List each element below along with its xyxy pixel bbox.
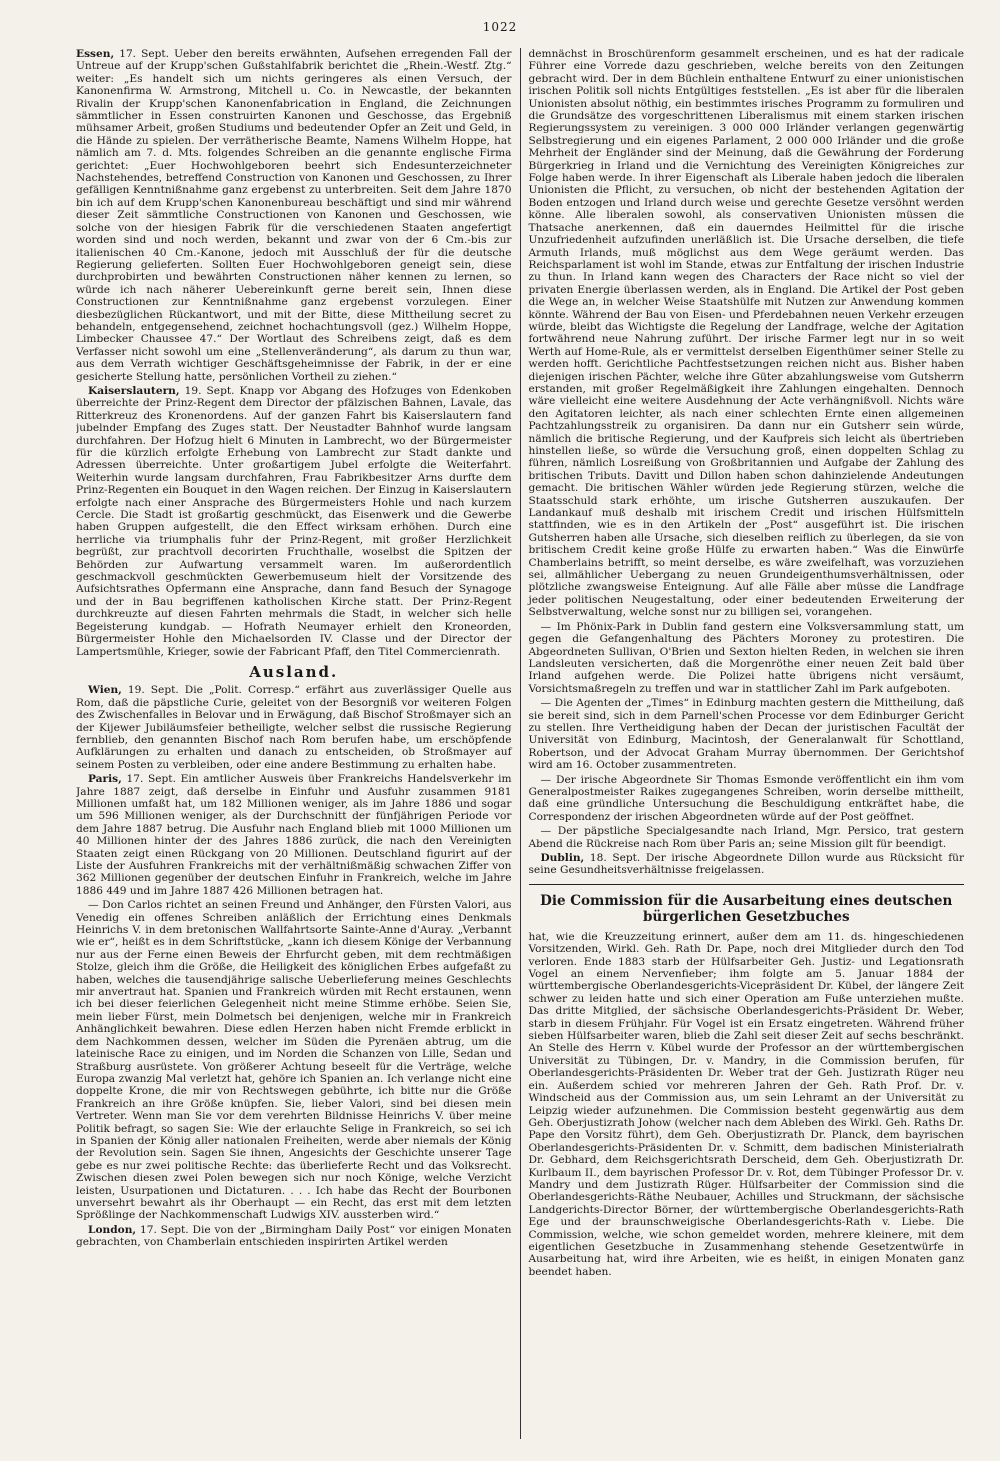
dateline-dublin: Dublin, xyxy=(540,852,585,864)
article-paris-text: 17. Sept. Ein amtlicher Ausweis über Frankreichs Handelsverkehr im Jahre 1887 zeigt, daß derselbe in Einfuhr und Ausfuhr zusammen 9181 Millionen umfaßt hat, um 182 Millionen weniger, als im Jahre 1886 und sogar um 596 Millionen weniger, als der Durchschnitt der fünfjährigen Periode vor dem Jahre 1887 betrug. Die Ausfuhr nach England blieb mit 1000 Millionen um 40 Millionen hinter der des Jahres 1886 zurück, die nach den Vereinigten Staaten zeigt einen Rückgang von 20 Millionen. Deutschland figurirt auf der Liste der Ausfuhren Frankreichs mit der verhältnißmäßig schwachen Ziffer von 362 Millionen gegenüber der deutschen Einfuhr in Frankreich, welche im Jahre 1886 449 und im Jahre 1887 426 Millionen betragen hat. xyxy=(76,773,512,897)
article-kaiserslautern xyxy=(76,385,512,658)
article-wien xyxy=(76,684,512,771)
article-esmonde: — Der irische Abgeordnete Sir Thomas Esmonde veröffentlicht ein ihm vom Generalpostmeister Raikes zugegangenes Schreiben, worin derselbe mittheilt, daß eine gründliche Untersuchung die Beschuldigung entkräftet habe, die Correspondenz der irischen Abgeordneten würde auf der Post geöffnet. xyxy=(528,773,964,823)
article-kaiserslautern-text: 19. Sept. Knapp vor Abgang des Hofzuges von Edenkoben überreichte der Prinz-Regent dem Director der pfälzischen Bahnen, Lavale, das Ritterkreuz des Kronenordens. Auf der ganzen Fahrt bis Kaiserslautern fand jubelnder Empfang des Zuges statt. Der Neustadter Bahnhof wurde langsam durchfahren. Der Hofzug hielt 6 Minuten in Lambrecht, wo der Bürgermeister für die kürzlich erfolgte Erhebung von Lambrecht zur Stadt dankte und Adressen überreichte. Unter großartigem Jubel erfolgte die Weiterfahrt. Weiterhin wurde langsam durchfahren, Frau Fabrikbesitzer Arns durfte dem Prinz-Regenten ein Bouquet in den Wagen reichen. Der Einzug in Kaiserslautern erfolgte nach einer Ansprache des Bürgermeisters Hohle und nach kurzem Cercle. Die Stadt ist großartig geschmückt, das Eisenwerk und die Gewerbe haben Gruppen aufgestellt, die den Effect wirksam erhöhen. Durch eine herrliche via triumphalis fuhr der Prinz-Regent, mit großer Herzlichkeit begrüßt, zur prachtvoll decorirten Fruchthalle, woselbst die Spitzen der Behörden zur Aufwartung versammelt waren. Im außerordentlich geschmackvoll geschmückten Gewerbemuseum hielt der Vorsitzende des Aufsichtsrathes Opfermann eine Ansprache, dann fand Besuch der Synagoge und der in Bau begriffenen katholischen Kirche statt. Der Prinz-Regent durchkreuzte auf diesen Fahrten mehrmals die Stadt, in welcher sich helle Begeisterung kundgab. — Hofrath Neumayer erhielt den Kroneorden, Bürgermeister Hohle den Michaelsorden IV. Classe und der Director der Lampertsmühle, Krieger, sowie der Fabricant Pfaff, den Titel Commercienrath. xyxy=(76,384,512,658)
left-column xyxy=(76,48,520,1439)
article-commission: hat, wie die Kreuzzeitung erinnert, außer dem am 11. ds. hingeschiedenen Vorsitzenden, Wirkl. Geh. Rath Dr. Pape, noch drei Mitglieder durch den Tod verloren. Ende 1883 starb der Hülfsarbeiter Geh. Justiz- und Legationsrath Vogel an einem Nervenfieber; ihm folgte am 5. Januar 1884 der württembergische Oberlandesgerichts-Vicepräsident Dr. Kübel, der längere Zeit schwer zu leiden hatte und sich einer Operation am Fuße unterziehen mußte. Das dritte Mitglied, der sächsische Oberlandesgerichts-Präsident Dr. Weber, starb in diesem Frühjahr. Für Vogel ist ein Ersatz eingetreten. Während früher sieben Hülfsarbeiter waren, blieb die Zahl seit dieser Zeit auf sechs beschränkt. An Stelle des Herrn v. Kübel wurde der Professor an der württembergischen Universität zu Tübingen, Dr. v. Mandry, in die Commission berufen, für Oberlandesgerichts-Präsidenten Dr. Weber trat der Geh. Justizrath Rüger neu ein. Außerdem schied vor mehreren Jahren der Geh. Rath Prof. Dr. v. Windscheid aus der Commission aus, um sein Lehramt an der Universität zu Leipzig wieder aufzunehmen. Die Commission besteht gegenwärtig aus dem Geh. Oberjustizrath Johow (welcher nach dem Ableben des Wirkl. Geh. Raths Dr. Pape den Vorsitz führt), dem Geh. Oberjustizrath Dr. Planck, dem bayrischen Oberlandesgerichts-Präsidenten Dr. v. Schmitt, dem badischen Ministerialrath Dr. Gebhard, dem Reichsgerichtsrath Derscheid, dem Geh. Oberjustizrath Dr. Kurlbaum II., dem bayrischen Professor Dr. v. Rot, dem Tübinger Professor Dr. v. Mandry und dem Justizrath Rüger. Hülfsarbeiter der Commission sind die Oberlandesgerichts-Räthe Neubauer, Achilles und Struckmann, der sächsische Landgerichts-Director Börner, der württembergische Oberlandesgerichts-Rath Ege und der braunschweigische Oberlandesgerichts-Rath v. Liebe. Die Commission, welche, wie schon gemeldet worden, mehrere kleinere, mit dem eigentlichen Gesetzbuche in Zusammenhang stehende Gesetzentwürfe in Ausarbeitung hat, wird ihre Arbeiten, wie es heißt, in einigen Monaten ganz beendet haben. xyxy=(528,930,964,1278)
headline-rule xyxy=(529,884,965,885)
article-london xyxy=(76,1224,512,1249)
right-column xyxy=(521,48,965,1439)
article-persico: — Der päpstliche Specialgesandte nach Irland, Mgr. Persico, trat gestern Abend die Rückreise nach Rom über Paris an; seine Mission gilt für beendigt. xyxy=(528,825,964,850)
section-heading-ausland: Ausland. xyxy=(249,662,339,681)
article-dublin-text: 18. Sept. Der irische Abgeordnete Dillon wurde aus Rücksicht für seine Gesundheitsverhältnisse freigelassen. xyxy=(528,852,964,877)
page-number: 1022 xyxy=(482,20,518,34)
article-essen-text: 17. Sept. Ueber den bereits erwähnten, Aufsehen erregenden Fall der Untreue auf der Krupp'schen Gußstahlfabrik berichtet die „Rhein.-Westf. Ztg.“ weiter: „Es handelt sich um nichts geringeres als einen Versuch, der Kanonenfirma W. Armstrong, Mitchell u. Co. in Newcastle, der bekannten Rivalin der Krupp'schen Kanonenfabrication in England, die Zeichnungen sämmtlicher in Essen construirten Kanonen und Geschosse, das Ergebniß mühsamer Arbeit, großen Studiums und bedeutender Opfer an Zeit und Geld, in die Hände zu spielen. Der verrätherische Beamte, Namens Wilhelm Hoppe, hat nämlich am 7. d. Mts. folgendes Schreiben an die genannte englische Firma gerichtet: „Euer Hochwohlgeboren beehrt sich Endesunterzeichneter Nachstehendes, betreffend Construction von Kanonen und Geschossen, zu Ihrer gefälligen Kenntnißnahme ganz ergebenst zu unterbreiten. Seit dem Jahre 1870 bin ich auf dem Krupp'schen Kanonenbureau beschäftigt und sind mir während dieser Zeit sämmtliche Constructionen von Kanonen und Geschossen, wie solche von der hiesigen Fabrik für die verschiedenen Staaten angefertigt worden sind und noch werden, bekannt und zwar von der 6 Cm.-bis zur italienischen 40 Cm.-Kanone, jedoch mit Ausschluß der für die deutsche Regierung gelieferten. Sollten Euer Hochwohlgeboren geneigt sein, diese durchprobirten und bewährten Constructionen näher kennen zu lernen, so würde ich nach näherer Uebereinkunft gerne bereit sein, Ihnen diese Constructionen zur Kenntnißnahme ganz ergebenst vorzulegen. Einer diesbezüglichen Rückantwort, und mit der Bitte, diese Mittheilung secret zu behandeln, entgegensehend, zeichnet hochachtungsvoll (gez.) Wilhelm Hoppe, Limbecker Chaussee 47.“ Der Wortlaut des Schreibens zeigt, daß es dem Verfasser nicht sowohl um eine „Stellenveränderung“, als darum zu thun war, aus dem Verrath wichtiger Geschäftsgeheimnisse der Fabrik, in der er eine gesicherte Stellung hatte, persönlichen Vortheil zu ziehen.“ xyxy=(76,48,512,383)
dateline-london: London, xyxy=(88,1223,137,1236)
article-phoenix-park: — Im Phönix-Park in Dublin fand gestern eine Volksversammlung statt, um gegen die Gefangenhaltung des Pächters Moroney zu protestiren. Die Abgeordneten Sullivan, O'Brien und Sexton hielten Reden, in welchen sie ihren Landsleuten versicherten, daß die Morgenröthe einer neuen Zeit bald über Irland aufgehen werde. Die Polizei hatte übrigens nicht versäumt, Vorsichtsmaßregeln zu treffen und war in stattlicher Zahl im Park aufgeboten. xyxy=(528,620,964,695)
dateline-paris: Paris, xyxy=(88,773,122,786)
dateline-wien: Wien, xyxy=(88,684,122,697)
article-times-agents: — Die Agenten der „Times“ in Edinburg machten gestern die Mittheilung, daß sie bereit sind, sich in dem Parnell'schen Processe vor dem Edinburger Gericht zu stellen. Ihre Vertheidigung haben der Decan der juristischen Facultät der Universität von Edinburg, Macintosh, der Generalanwalt für Schottland, Robertson, und der Advocat Graham Murray übernommen. Der Gerichtshof wird am 16. October zusammentreten. xyxy=(528,697,964,772)
article-don-carlos: — Don Carlos richtet an seinen Freund und Anhänger, den Fürsten Valori, aus Venedig ein offenes Schreiben anläßlich der Errichtung eines Denkmals Heinrichs V. in dem bretonischen Wallfahrtsorte Sainte-Anne d'Auray. „Verbannt wie er“, heißt es in dem Schriftstücke, „kann ich diesem Könige der Verbannung nur aus der Ferne einen Beweis der Ehrfurcht geben, mit dem rechtmäßigen Stolze, gleich ihm die Größe, die Heiligkeit des königlichen Erbes aufgefaßt zu haben, welches die tausendjährige salische Ueberlieferung meines Geschlechts mir anvertraut hat. Spanien und Frankreich würden mit Recht erstaunen, wenn ich bei dieser feierlichen Gelegenheit nicht meine Stimme erhöbe. Seien Sie, mein lieber Fürst, mein Dolmetsch bei denjenigen, welche mir in Frankreich Anhänglichkeit bewahren. Diese edlen Herzen haben nicht Fremde erblickt in dem Nachkommen dessen, welcher im Süden die Pyrenäen abtrug, um die lateinische Race zu einigen, und im Norden die Schanzen von Lille, Sedan und Straßburg ausrüstete. Von größerer Achtung beseelt für die Verträge, welche Europa zwanzig Mal verletzt hat, gehöre ich Spanien an. Ich verlange nicht eine doppelte Krone, die mir von Rechtswegen gebührte, ich bitte nur die Größe Frankreich an ihre Größe knüpfen. Sie, lieber Valori, sind bei diesen mein Vertreter. Wenn man Sie vor dem verehrten Bildnisse Heinrichs V. über meine Politik befragt, so sagen Sie: Wie der erlauchte Selige in Frankreich, so sei ich in Spanien der König aller nationalen Freiheiten, werde aber niemals der König der Revolution sein. Sagen Sie ihnen, Angesichts der Geschichte unserer Tage gebe es nur zwei politische Rechte: das überlieferte Recht und das Volksrecht. Zwischen diesen zwei Polen bewegen sich nur noch Könige, welche Verzicht leisten, Usurpationen und Dictaturen. . . . Ich habe das Recht der Bourbonen unversehrt bewahrt als ihr Oberhaupt — ein Recht, das erst mit dem letzten Sprößlinge der Nachkommenschaft Ludwigs XIV. aussterben wird.“ xyxy=(76,899,512,1222)
dateline-essen: Essen, xyxy=(76,48,115,60)
article-london-continued: demnächst in Broschürenform gesammelt erscheinen, und es hat der radicale Führer eine Vorrede dazu geschrieben, welche bereits von den Zeitungen gebracht wird. Der in dem Büchlein enthaltene Entwurf zu einer unionistischen irischen Politik soll nichts Entgültiges feststellen. „Es ist aber für die liberalen Unionisten absolut nöthig, ein bestimmtes irisches Programm zu formuliren und die Grundsätze des vorgeschrittenen Liberalismus mit einem starken irischen Regierungssystem zu vereinigen. 3 000 000 Irländer verlangen gegenwärtig Selbstregierung und ein eigenes Parlament, 2 000 000 Irländer und die große Mehrheit der Engländer sind der Meinung, daß die Gewährung der Forderung Bürgerkrieg in Irland und die Vernichtung des Vereinigten Königreiches zur Folge haben werde. In ihrer Eigenschaft als Liberale haben jedoch die liberalen Unionisten die Pflicht, zu versuchen, ob nicht der bestehenden Agitation der Boden entzogen und Irland durch weise und gerechte Gesetze versöhnt werden könne. Alle liberalen sowohl, als conservativen Unionisten müssen die Thatsache anerkennen, daß ein dauerndes Heilmittel für die irische Unzufriedenheit aufzufinden unerläßlich ist. Die Ursache derselben, die tiefe Armuth Irlands, muß möglichst aus dem Wege geräumt werden. Das Reichsparlament ist wohl im Stande, etwas zur Entfaltung der irischen Industrie zu thun. In Irland kann wegen des Characters der Race nicht so viel der privaten Energie überlassen werden, als in England. Die Artikel der Post geben die Wege an, in welcher Weise Staatshülfe mit Nutzen zur Anwendung kommen könnte. Während der Bau von Eisen- und Pferdebahnen neuen Verkehr erzeugen würde, bleibt das Wichtigste die Regelung der Landfrage, welche der Agitation fortwährend neue Nahrung zuführt. Der irische Farmer legt nur in so weit Werth auf Home-Rule, als er vermittelst derselben Eigenthümer seiner Stelle zu werden hofft. Gerichtliche Pachtfestsetzungen reichen nicht aus. Bisher haben diejenigen irischen Pächter, welche ihre Güter abzahlungsweise vom Gutsherrn erstanden, mit großer Regelmäßigkeit ihre Zahlungen eingehalten. Dennoch wäre vielleicht eine weitere Ausdehnung der Acte verhängnißvoll. Nichts wäre den Agitatoren leichter, als nach einer schlechten Ernte einen allgemeinen Pachtzahlungsstreik zu organisiren. Da dann nur ein Gutsherr sein würde, nämlich die britische Regierung, und der Kaufpreis sich leicht als übertrieben hinstellen ließe, so würde die Versuchung groß, einen doppelten Schlag zu führen, nämlich Losreißung von Großbritannien und Aufgabe der Zahlung des britischen Tributs. Davitt und Dillon haben schon dahinzielende Andeutungen gemacht. Die britischen Wähler würden jede Regierung stürzen, welche die Staatsschuld stark erhöhte, um irische Gutsherren auszukaufen. Der Landankauf muß deshalb mit irischem Credit und irischen Hülfsmitteln stattfinden, wie es in den Artikeln der „Post“ ausgeführt ist. Die irischen Gutsherren haben alle Ursache, sich dieselben reiflich zu überlegen, da sie von britischem Credit keine große Hülfe zu erwarten haben.“ Was die Einwürfe Chamberlains betrifft, so meint derselbe, es wäre zweifelhaft, was vorzuziehen sei, allmählicher Uebergang zu neuen Grundeigenthumsverhältnissen, oder plötzliche zwangsweise Enteignung. Auf alle Fälle aber müsse die Landfrage jeder politischen Neugestaltung, oder einer bedeutenden Erweiterung der Selbstverwaltung, welche sonst nur zu billigen sei, vorangehen. xyxy=(528,48,964,619)
article-paris xyxy=(76,773,512,897)
dateline-kaiserslautern: Kaiserslautern, xyxy=(88,384,180,397)
column-container xyxy=(76,48,964,1439)
article-essen xyxy=(76,48,512,383)
article-dublin xyxy=(529,852,965,877)
headline-commission: Die Commission für die Ausarbeitung eines deutschen bürgerlichen Gesetzbuches xyxy=(540,892,953,925)
article-london-text: 17. Sept. Die von der „Birmingham Daily Post“ vor einigen Monaten gebrachten, von Chamberlain entschieden inspirirten Artikel werden xyxy=(76,1223,512,1249)
article-wien-text: 19. Sept. Die „Polit. Corresp.“ erfährt aus zuverlässiger Quelle aus Rom, daß die päpstliche Curie, geleitet von der Besorgniß vor weiteren Folgen des Zwischenfalles in Belovar und in Erwägung, daß Bischof Stroßmayer sich an der Kijewer Jubiläumsfeier betheiligte, welcher selbst die russische Regierung fernblieb, den genannten Bischof nach Rom berufen habe, um erschöpfende Aufklärungen zu erhalten und danach zu entscheiden, ob Stroßmayer auf seinem Posten zu verbleiben, oder eine andere Bestimmung zu erhalten habe. xyxy=(76,684,512,771)
